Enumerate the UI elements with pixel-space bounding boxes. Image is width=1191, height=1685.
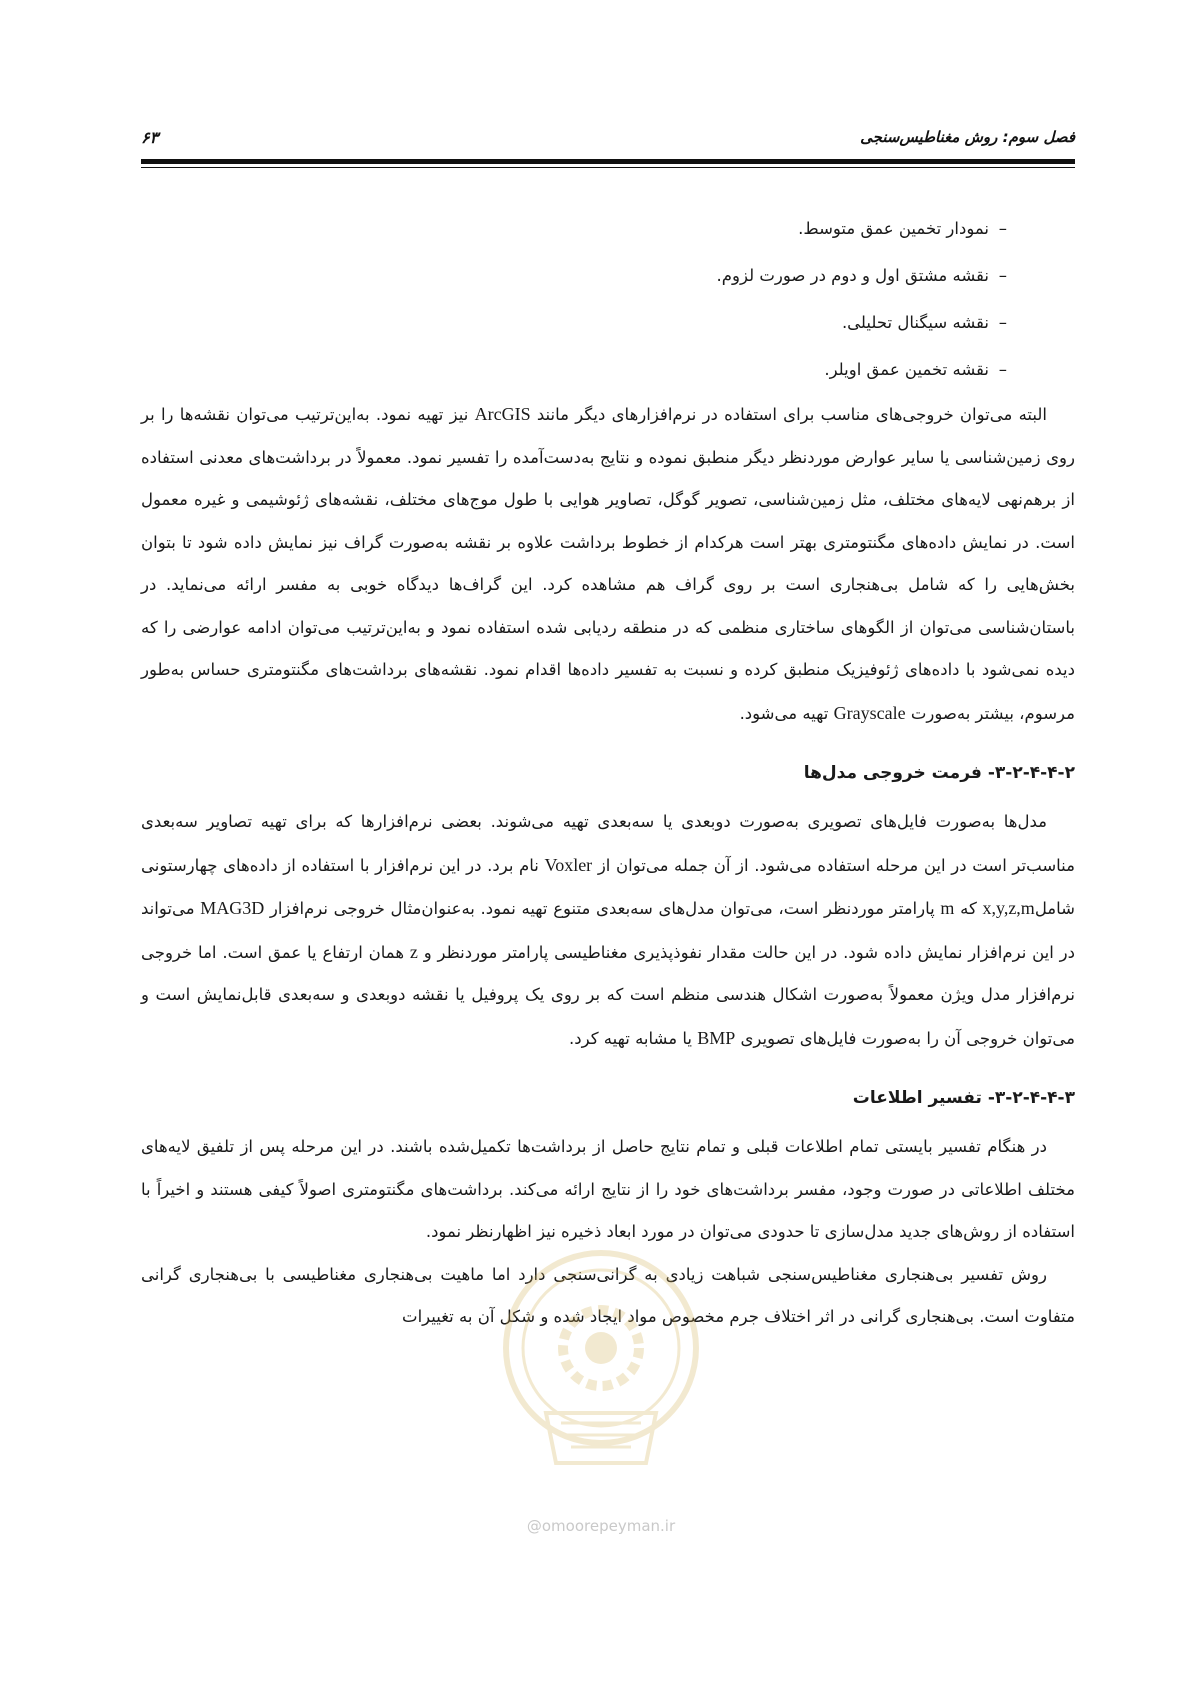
header-rule-thick <box>141 159 1075 164</box>
section-heading-model-output: ۳-۲-۴-۴-۲- فرمت خروجی مدل‌ها <box>803 763 1075 783</box>
dash-bullet-icon: – <box>998 219 1007 238</box>
section-heading-interpretation: ۳-۲-۴-۴-۳- تفسیر اطلاعات <box>852 1088 1075 1108</box>
list-item-text: نقشه مشتق اول و دوم در صورت لزوم. <box>716 266 989 285</box>
chapter-title: فصل سوم: روش مغناطیس‌سنجی <box>860 128 1075 146</box>
watermark-url: @omoorepeyman.ir <box>526 1517 676 1535</box>
page-body <box>141 205 1075 1339</box>
page-header <box>141 128 1075 150</box>
dash-bullet-icon: – <box>998 266 1007 285</box>
paragraph-interpretation-1: در هنگام تفسیر بایستی تمام اطلاعات قبلی و تمام نتایج حاصل از برداشت‌ها تکمیل‌شده باشند. در این مرحله پس از تلفیق لایه‌های مختلف اطلاعاتی در صورت وجود، مفسر برداشت‌های خود را از نتایج ارائه می‌کند. برداشت‌های مگنتومتری اصولاً کیفی هستند و اخیراً با استفاده از روش‌های جدید مدل‌سازی تا حدودی می‌توان در مورد ابعاد ذخیره نیز اظهارنظر نمود. <box>141 1137 1075 1241</box>
paragraph-output-formats <box>141 393 1075 735</box>
list-item <box>141 252 1075 299</box>
text-run: نیز تهیه نمود. به‌این‌ترتیب می‌توان نقشه‌ها را بر روی زمین‌شناسی یا سایر عوارض موردنظر دیگر منطبق نموده و نتایج به‌دست‌آمده را تفسیر نمود. معمولاً در برداشت‌های معدنی استفاده از برهم‌نهی لایه‌های مختلف، مثل زمین‌شناسی، تصویر گوگل، تصاویر هوایی با طول موج‌های مختلف، نقشه‌های ژئوشیمی و غیره معمول است. در نمایش داده‌های مگنتومتری بهتر است هرکدام از خطوط برداشت علاوه بر نقشه به‌صورت گراف نیز نمایش داده شود تا بتوان بخش‌هایی را که شامل بی‌هنجاری است بر روی گراف هم مشاهده کرد. این گراف‌ها دیدگاه خوبی به مفسر ارائه می‌نماید. در باستان‌شناسی می‌توان از الگوهای ساختاری منظمی که در منطقه ردیابی شده استفاده نمود و به‌این‌ترتیب می‌توان ادامه عوارضی را که دیده نمی‌شود با داده‌های ژئوفیزیک منطبق کرده و نسبت به تفسیر داده‌ها اقدام نمود. نقشه‌های برداشت‌های مگنتومتری حساس به‌طور مرسوم، بیشتر به‌صورت <box>141 405 1075 723</box>
term-arcgis: ArcGIS <box>474 404 531 424</box>
text-run: می‌تواند در این نرم‌افزار نمایش داده شود. در این حالت مقدار نفوذپذیری مغناطیسی پارامتر موردنظر و <box>141 899 1075 962</box>
term-bmp: BMP <box>697 1027 736 1048</box>
watermark-logo <box>486 1238 716 1488</box>
text-run: نام برد. در این نرم‌افزار با استفاده از داده‌های چهارستونی شامل <box>141 855 1075 918</box>
dash-bullet-icon: – <box>998 360 1007 379</box>
text-run: البته می‌توان خروجی‌های مناسب برای استفاده در نرم‌افزارهای دیگر مانند <box>530 405 1047 424</box>
list-item <box>141 346 1075 393</box>
paragraph-model-output <box>141 801 1075 1060</box>
list-item-text: نقشه تخمین عمق اویلر. <box>824 360 989 379</box>
text-run: تهیه می‌شود. <box>739 703 834 723</box>
term-mag3d: MAG3D <box>200 898 265 918</box>
bullet-list <box>141 205 1075 393</box>
header-rule-thin <box>141 167 1075 168</box>
text-run: مدل‌ها به‌صورت فایل‌های تصویری به‌صورت دوبعدی یا سه‌بعدی تهیه می‌شوند. بعضی نرم‌افزارها که برای تهیه تصاویر سه‌بعدی مناسب‌تر است در این مرحله استفاده می‌شود. از آن جمله می‌توان از <box>141 812 1076 875</box>
list-item-text: نمودار تخمین عمق متوسط. <box>798 219 989 238</box>
term-z: z <box>409 941 418 962</box>
page-number: ۶۳ <box>141 128 159 147</box>
text-run: یا مشابه تهیه کرد. <box>569 1028 698 1048</box>
term-voxler: Voxler <box>544 854 593 875</box>
paragraph-interpretation-2: روش تفسیر بی‌هنجاری مغناطیس‌سنجی شباهت زیادی به گرانی‌سنجی دارد اما ماهیت بی‌هنجاری مغناطیسی با بی‌هنجاری گرانی متفاوت است. بی‌هنجاری گرانی در اثر اختلاف جرم مخصوص مواد ایجاد شده و شکل آن به تغییرات <box>141 1264 1075 1326</box>
list-item-text: نقشه سیگنال تحلیلی. <box>841 313 989 332</box>
text-run: که <box>954 899 983 918</box>
text-run: پارامتر موردنظر است، می‌توان مدل‌های سه‌بعدی متنوع تهیه نمود. به‌عنوان‌مثال خروجی نرم‌افزار <box>264 899 941 918</box>
text-run: همان ارتفاع یا عمق است. اما خروجی نرم‌افزار مدل ویژن معمولاً به‌صورت اشکال هندسی منظم است که بر روی یک پروفیل یا نقشه دوبعدی و سه‌بعدی قابل‌نمایش است و می‌توان خروجی آن را به‌صورت فایل‌های تصویری <box>141 942 1075 1048</box>
list-item <box>141 299 1075 346</box>
list-item <box>141 205 1075 252</box>
term-grayscale: Grayscale <box>833 702 906 723</box>
term-xyzm: x,y,z,m <box>982 898 1035 918</box>
dash-bullet-icon: – <box>998 313 1007 332</box>
term-m: m <box>940 898 955 918</box>
